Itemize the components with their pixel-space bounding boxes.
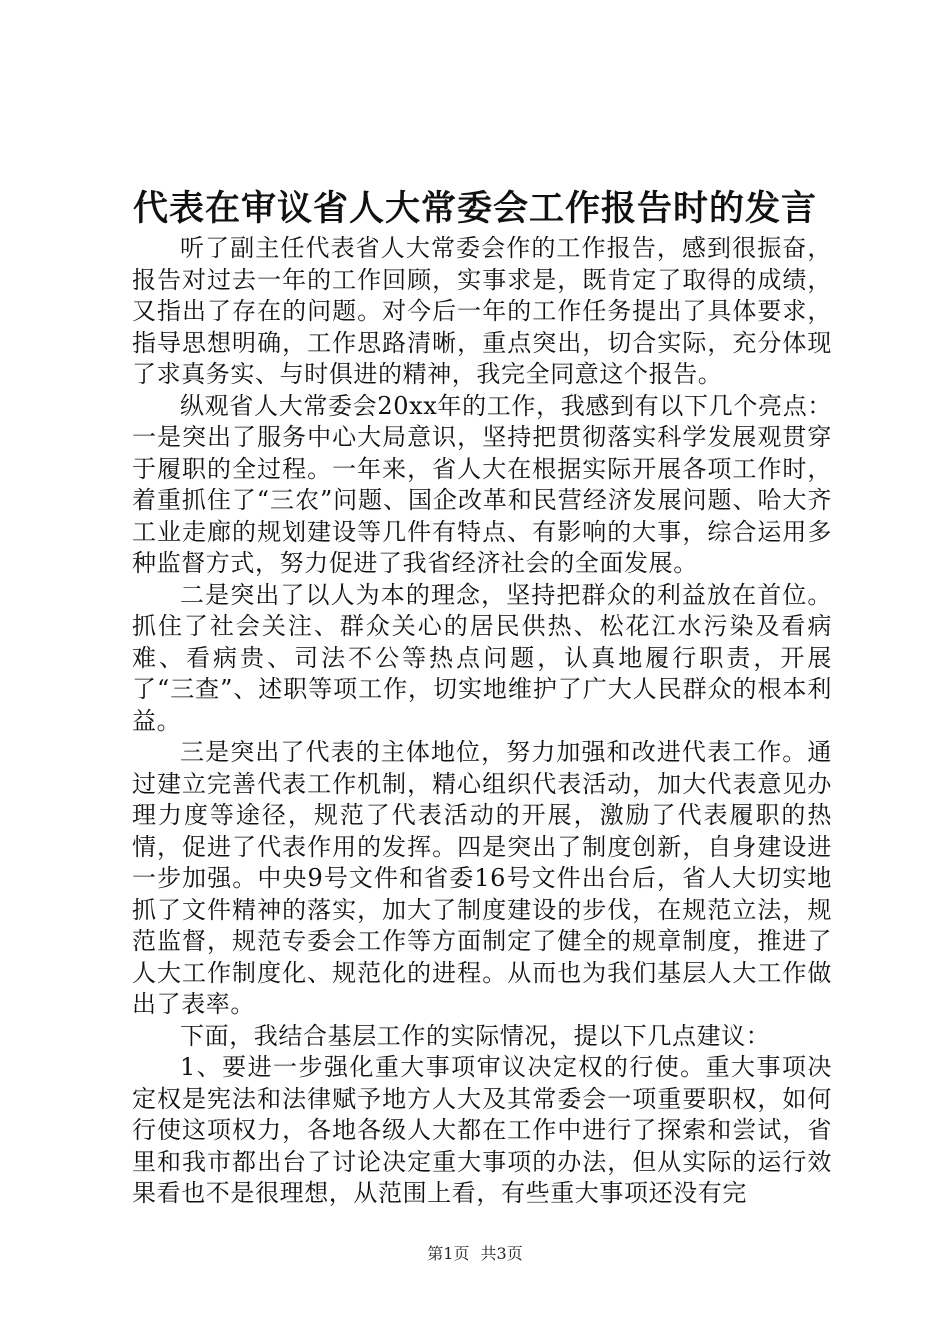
paragraph-5: 下面，我结合基层工作的实际情况，提以下几点建议：	[180, 1021, 771, 1050]
document-body	[132, 233, 832, 1210]
page-number: 第1页	[427, 1244, 470, 1263]
paragraph-4: 三是突出了代表的主体地位，努力加强和改进代表工作。通过建立完善代表工作机制，精心组织代表活动，加大代表意见办理力度等途径，规范了代表活动的开展，激励了代表履职的热情，促进了代表作用的发挥。四是突出了制度创新，自身建设进一步加强。中央9号文件和省委16号文件出台后，省人大切实地抓了文件精神的落实，加大了制度建设的步伐，在规范立法，规范监督，规范专委会工作等方面制定了健全的规章制度，推进了人大工作制度化、规范化的进程。从而也为我们基层人大工作做出了表率。	[132, 738, 832, 1018]
paragraph-1: 听了副主任代表省人大常委会作的工作报告，感到很振奋，报告对过去一年的工作回顾，实事求是，既肯定了取得的成绩，又指出了存在的问题。对今后一年的工作任务提出了具体要求，指导思想明确，工作思路清晰，重点突出，切合实际，充分体现了求真务实、与时俱进的精神，我完全同意这个报告。	[132, 234, 832, 388]
paragraph-6: 1、要进一步强化重大事项审议决定权的行使。重大事项决定权是宪法和法律赋予地方人大及其常委会一项重要职权，如何行使这项权力，各地各级人大都在工作中进行了探索和尝试，省里和我市都出台了讨论决定重大事项的办法，但从实际的运行效果看也不是很理想，从范围上看，有些重大事项还没有完	[132, 1053, 832, 1207]
paragraph-2: 纵观省人大常委会20xx年的工作，我感到有以下几个亮点：一是突出了服务中心大局意识，坚持把贯彻落实科学发展观贯穿于履职的全过程。一年来，省人大在根据实际开展各项工作时，着重抓住了“三农”问题、国企改革和民营经济发展问题、哈大齐工业走廊的规划建设等几件有特点、有影响的大事，综合运用多种监督方式，努力促进了我省经济社会的全面发展。	[132, 391, 832, 577]
page-footer	[0, 1243, 950, 1265]
paragraph-3: 二是突出了以人为本的理念，坚持把群众的利益放在首位。抓住了社会关注、群众关心的居民供热、松花江水污染及看病难、看病贵、司法不公等热点问题，认真地履行职责，开展了“三查”、述职等项工作，切实地维护了广大人民群众的根本利益。	[132, 580, 832, 735]
document-title: 代表在审议省人大常委会工作报告时的发言	[132, 188, 817, 229]
page-total: 共3页	[480, 1244, 523, 1263]
